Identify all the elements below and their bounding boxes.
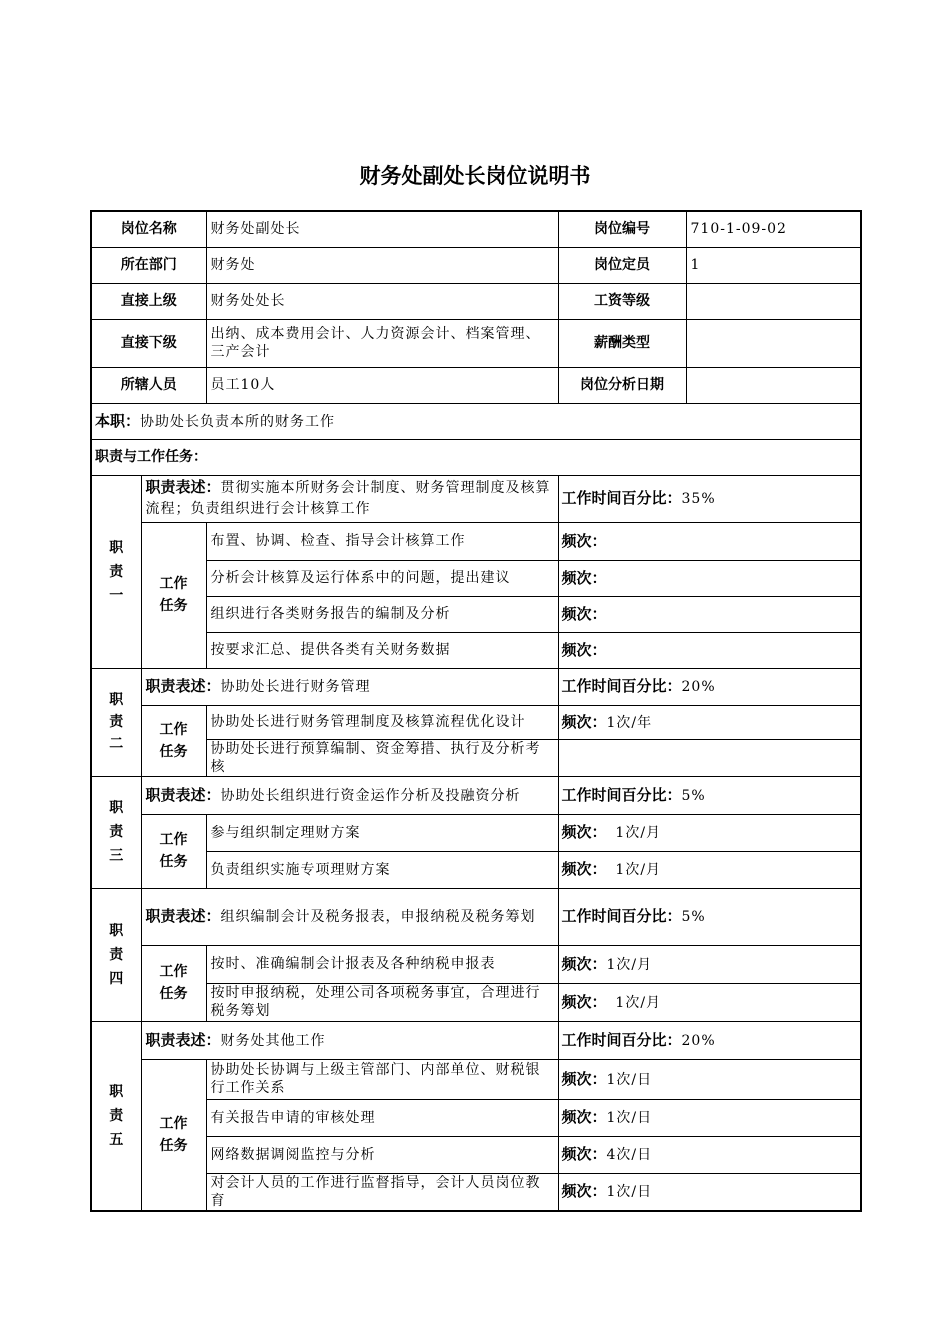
duty-3-desc: 协助处长组织进行资金运作分析及投融资分析 <box>220 787 521 804</box>
duty-1-pct-label: 工作时间百分比： <box>561 489 682 507</box>
duty-1-desc-row <box>91 475 861 522</box>
duty-4-task-label: 工作任务 <box>141 945 206 1021</box>
duty-5-desc-label: 职责表述： <box>145 1030 221 1049</box>
label-position-name: 岗位名称 <box>91 211 206 247</box>
freq-label: 频次： <box>561 860 607 878</box>
label-staff: 所辖人员 <box>91 367 206 403</box>
duty-1-task-label: 工作任务 <box>141 522 206 668</box>
duty-4-pct: 5% <box>681 909 706 925</box>
duty-1-task-1: 布置、协调、检查、指导会计核算工作 <box>206 522 558 560</box>
duty-4-task-row <box>91 945 861 983</box>
duty-3-desc-label: 职责表述： <box>145 785 221 804</box>
duty-5-task-label: 工作任务 <box>141 1059 206 1211</box>
value-position-code: 710-1-09-02 <box>686 211 861 247</box>
duty-5-task-row <box>91 1173 861 1211</box>
duty-3-task-2: 负责组织实施专项理财方案 <box>206 851 558 888</box>
freq-label: 频次： <box>561 1145 607 1163</box>
duty-1-task-row <box>91 560 861 596</box>
duty-2-name: 职责二 <box>91 668 141 776</box>
benzhi-row <box>91 403 861 439</box>
duty-1-task-row <box>91 596 861 632</box>
label-department: 所在部门 <box>91 247 206 283</box>
duty-3-task-label: 工作任务 <box>141 814 206 888</box>
duty-4-task-2: 按时申报纳税，处理公司各项税务事宜，合理进行税务筹划 <box>206 983 558 1021</box>
duty-1-desc-label: 职责表述： <box>145 478 221 496</box>
duty-5-name: 职责五 <box>91 1021 141 1211</box>
duty-1-task-row <box>91 632 861 668</box>
duty-2-desc-row <box>91 668 861 705</box>
duty-1-task-row <box>91 522 861 560</box>
duty-2-desc: 协助处长进行财务管理 <box>220 679 371 695</box>
duty-3-pct-label: 工作时间百分比： <box>561 785 682 804</box>
duty-1-task-3: 组织进行各类财务报告的编制及分析 <box>206 596 558 632</box>
duty-4-task-1: 按时、准确编制会计报表及各种纳税申报表 <box>206 945 558 983</box>
duty-2-pct-label: 工作时间百分比： <box>561 677 682 695</box>
freq-value: 1次/月 <box>615 825 662 841</box>
value-staff: 员工10人 <box>206 367 558 403</box>
duty-4-desc-row <box>91 888 861 945</box>
header-row <box>91 211 861 247</box>
duty-3-task-row <box>91 851 861 888</box>
header-row <box>91 367 861 403</box>
header-row <box>91 283 861 319</box>
duties-header: 职责与工作任务： <box>91 439 861 475</box>
duty-4-name: 职责四 <box>91 888 141 1021</box>
freq-label: 频次： <box>561 640 607 659</box>
freq-value: 1次/日 <box>606 1071 653 1088</box>
duty-3-pct: 5% <box>681 787 706 804</box>
freq-label: 频次： <box>561 954 607 973</box>
freq-label: 频次： <box>561 1108 607 1126</box>
value-department: 财务处 <box>206 247 558 283</box>
duty-2-task-label: 工作任务 <box>141 705 206 776</box>
value-headcount: 1 <box>686 247 861 283</box>
duty-1-task-2: 分析会计核算及运行体系中的问题，提出建议 <box>206 560 558 596</box>
header-row <box>91 247 861 283</box>
duty-2-task-1: 协助处长进行财务管理制度及核算流程优化设计 <box>206 705 558 739</box>
page-title: 财务处副处长岗位说明书 <box>359 164 591 188</box>
value-direct-superior: 财务处处长 <box>206 283 558 319</box>
freq-label: 频次： <box>561 1182 607 1200</box>
benzhi-label: 本职： <box>95 411 141 430</box>
duties-header-row <box>91 439 861 475</box>
duty-2-task-row <box>91 739 861 776</box>
label-salary-type: 薪酬类型 <box>558 319 686 367</box>
duty-5-desc: 财务处其他工作 <box>220 1032 326 1049</box>
duty-5-task-2: 有关报告申请的审核处理 <box>206 1099 558 1136</box>
duty-3-task-1: 参与组织制定理财方案 <box>206 814 558 851</box>
duty-2-task-2: 协助处长进行预算编制、资金筹措、执行及分析考核 <box>206 739 558 776</box>
job-description-table <box>90 210 862 1212</box>
duty-5-task-row <box>91 1059 861 1099</box>
freq-value: 1次/月 <box>606 956 653 973</box>
freq-label: 频次： <box>561 568 607 587</box>
duty-5-pct-label: 工作时间百分比： <box>561 1030 682 1049</box>
duty-2-task-row <box>91 705 861 739</box>
freq-value: 1次/日 <box>606 1110 653 1126</box>
duty-5-task-row <box>91 1136 861 1173</box>
duty-3-desc-row <box>91 776 861 814</box>
duty-5-desc-row <box>91 1021 861 1059</box>
duty-2-desc-label: 职责表述： <box>145 677 221 695</box>
freq-value: 1次/日 <box>606 1184 653 1200</box>
duty-5-task-3: 网络数据调阅监控与分析 <box>206 1136 558 1173</box>
duty-4-desc: 组织编制会计及税务报表，申报纳税及税务筹划 <box>220 909 536 925</box>
label-direct-superior: 直接上级 <box>91 283 206 319</box>
freq-value: 1次/年 <box>606 714 653 731</box>
label-salary-grade: 工资等级 <box>558 283 686 319</box>
label-direct-subordinates: 直接下级 <box>91 319 206 367</box>
header-row <box>91 319 861 367</box>
duty-1-name: 职责一 <box>91 475 141 668</box>
duty-4-pct-label: 工作时间百分比： <box>561 907 682 925</box>
duty-1-task-4: 按要求汇总、提供各类有关财务数据 <box>206 632 558 668</box>
freq-value: 4次/日 <box>606 1147 653 1163</box>
freq-value: 1次/月 <box>615 994 662 1011</box>
duty-1-desc: 贯彻实施本所财务会计制度、财务管理制度及核算流程；负责组织进行会计核算工作 <box>145 480 551 517</box>
value-position-name: 财务处副处长 <box>206 211 558 247</box>
value-salary-type <box>686 319 861 367</box>
freq-label: 频次： <box>561 712 607 731</box>
value-direct-subordinates: 出纳、成本费用会计、人力资源会计、档案管理、三产会计 <box>206 319 558 367</box>
duty-4-task-row <box>91 983 861 1021</box>
label-headcount: 岗位定员 <box>558 247 686 283</box>
freq-value: 1次/月 <box>615 862 662 878</box>
duty-3-task-row <box>91 814 861 851</box>
label-position-code: 岗位编号 <box>558 211 686 247</box>
freq-label: 频次： <box>561 531 607 550</box>
freq-label: 频次： <box>561 992 607 1011</box>
freq-label: 频次： <box>561 1069 607 1088</box>
duty-4-desc-label: 职责表述： <box>145 907 221 925</box>
duty-5-task-1: 协助处长协调与上级主管部门、内部单位、财税银行工作关系 <box>206 1059 558 1099</box>
duty-2-pct: 20% <box>681 679 716 695</box>
value-analysis-date <box>686 367 861 403</box>
label-analysis-date: 岗位分析日期 <box>558 367 686 403</box>
value-salary-grade <box>686 283 861 319</box>
benzhi-value: 协助处长负责本所的财务工作 <box>140 413 336 430</box>
freq-label: 频次： <box>561 823 607 841</box>
duty-5-task-4: 对会计人员的工作进行监督指导，会计人员岗位教育 <box>206 1173 558 1211</box>
duty-1-pct: 35% <box>681 491 716 507</box>
freq-value <box>558 739 861 776</box>
duty-5-task-row <box>91 1099 861 1136</box>
freq-label: 频次： <box>561 604 607 623</box>
duty-5-pct: 20% <box>681 1032 716 1049</box>
duty-3-name: 职责三 <box>91 776 141 888</box>
